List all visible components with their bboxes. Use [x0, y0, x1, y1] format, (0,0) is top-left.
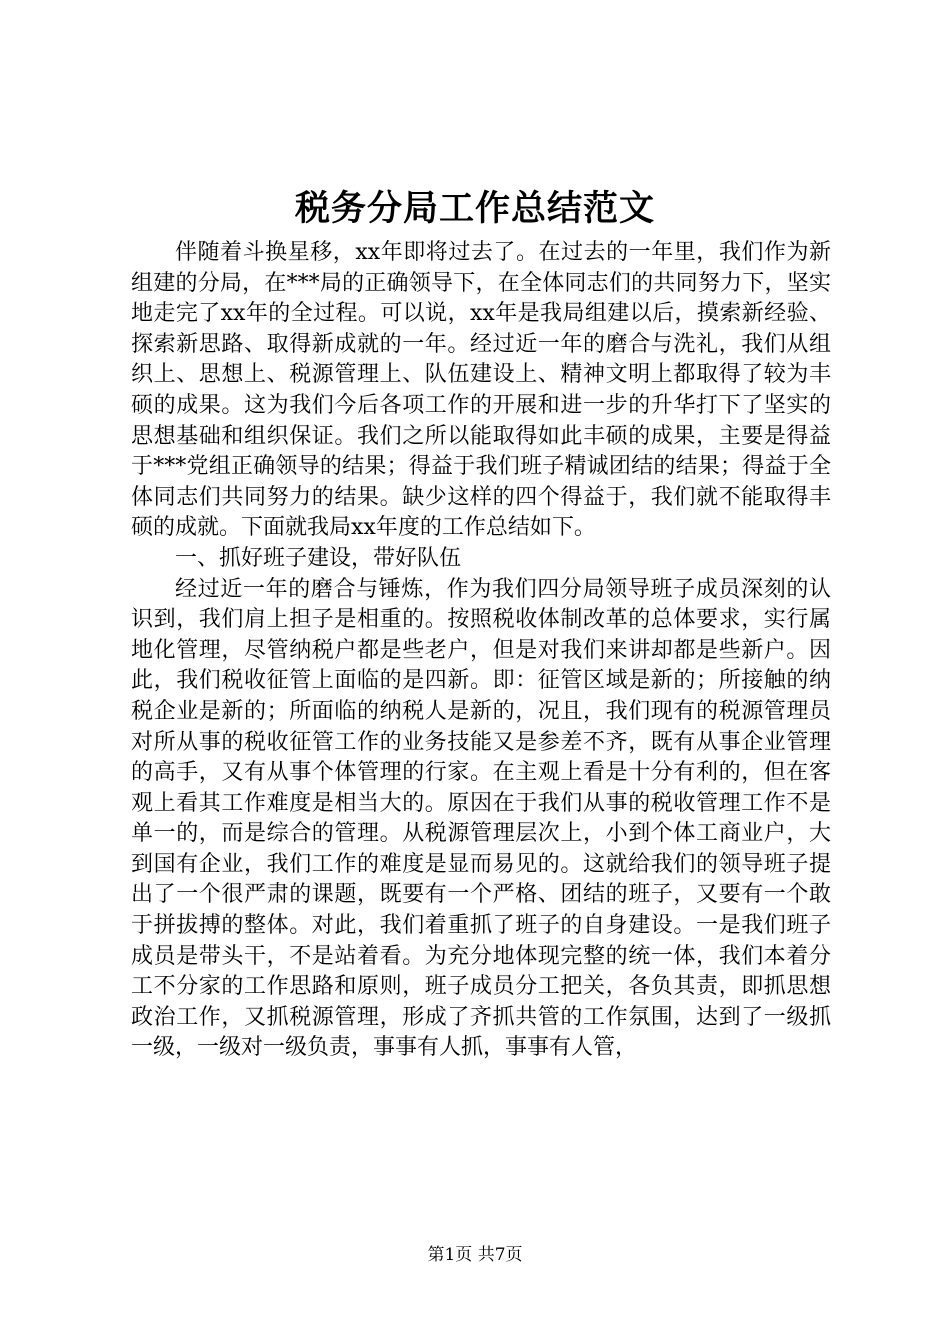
page-number: 第1页 共7页: [427, 1245, 523, 1265]
paragraph-section-1: 经过近一年的磨合与锤炼，作为我们四分局领导班子成员深刻的认识到，我们肩上担子是相重的。按照税收体制改革的总体要求，实行属地化管理，尽管纳税户都是些老户，但是对我们来讲却都是些新户。因此，我们税收征管上面临的是四新。即：征管区域是新的；所接触的纳税企业是新的；所面临的纳税人是新的，况且，我们现有的税源管理员对所从事的税收征管工作的业务技能又是参差不齐，既有从事企业管理的高手，又有从事个体管理的行家。在主观上看是十分有利的，但在客观上看其工作难度是相当大的。原因在于我们从事的税收管理工作不是单一的，而是综合的管理。从税源管理层次上，小到个体工商业户，大到国有企业，我们工作的难度是显而易见的。这就给我们的领导班子提出了一个很严肃的课题，既要有一个严格、团结的班子，又要有一个敢于拼拔搏的整体。对此，我们着重抓了班子的自身建设。一是我们班子成员是带头干，不是站着看。为充分地体现完整的统一体，我们本着分工不分家的工作思路和原则，班子成员分工把关，各负其责，即抓思想政治工作，又抓税源管理，形成了齐抓共管的工作氛围，达到了一级抓一级，一级对一级负责，事事有人抓，事事有人管，: [131, 576, 831, 1061]
paragraph-intro: 伴随着斗换星移，xx年即将过去了。在过去的一年里，我们作为新组建的分局，在***局的正确领导下，在全体同志们的共同努力下，坚实地走完了xx年的全过程。可以说，xx年是我局组建以后，摸索新经验、探索新思路、取得新成就的一年。经过近一年的磨合与洗礼，我们从组织上、思想上、税源管理上、队伍建设上、精神文明上都取得了较为丰硕的成果。这为我们今后各项工作的开展和进一步的升华打下了坚实的思想基础和组织保证。我们之所以能取得如此丰硕的成果，主要是得益于***党组正确领导的结果；得益于我们班子精诚团结的结果；得益于全体同志们共同努力的结果。缺少这样的四个得益于，我们就不能取得丰硕的成就。下面就我局xx年度的工作总结如下。: [131, 240, 831, 541]
page-title: 税务分局工作总结范文: [294, 188, 655, 229]
document-body: [131, 238, 831, 1064]
section-heading: 一、抓好班子建设，带好队伍: [175, 545, 462, 571]
